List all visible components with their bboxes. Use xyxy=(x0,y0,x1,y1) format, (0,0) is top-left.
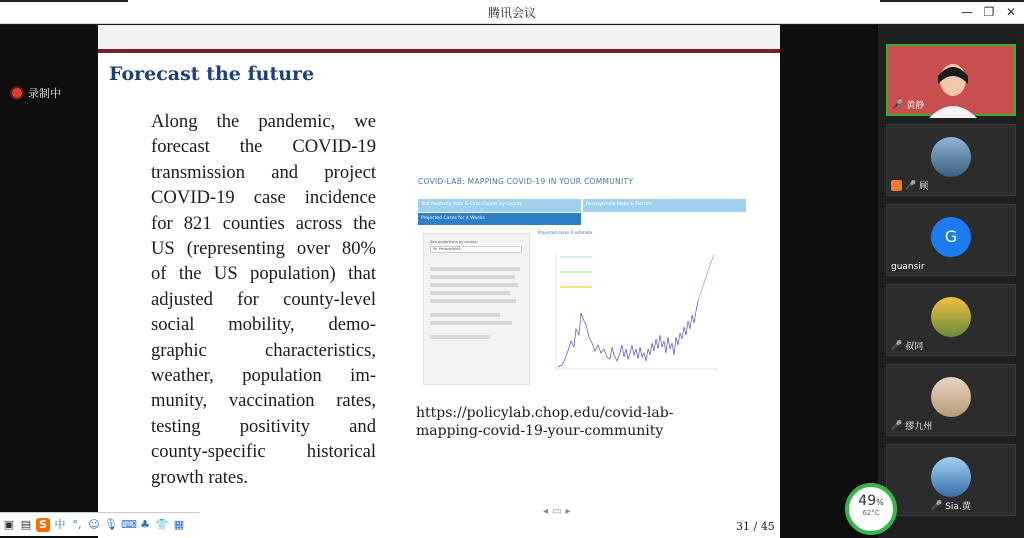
skin-icon[interactable]: 👕 xyxy=(155,517,169,531)
avatar xyxy=(931,457,971,497)
participant-name: guansir xyxy=(891,262,925,272)
slide-nav-controls[interactable] xyxy=(543,506,575,517)
emoji-icon[interactable]: ☺ xyxy=(88,517,100,531)
host-icon xyxy=(891,180,902,191)
link-line: https://policylab.chop.edu/covid-lab- xyxy=(416,405,674,421)
body-line: adjusted for county-level xyxy=(151,288,376,310)
body-line: Along the pandemic, we xyxy=(151,111,376,132)
sogou-icon[interactable]: S xyxy=(36,518,50,532)
projection-line xyxy=(698,255,714,301)
cases-series-line xyxy=(558,301,698,367)
participant-tile[interactable] xyxy=(886,204,1016,276)
restore-icon[interactable]: ❐ xyxy=(983,5,995,19)
cases-chart-svg xyxy=(538,241,758,381)
body-line: of the US population) that xyxy=(151,263,376,285)
county-label: See projections by county: xyxy=(430,240,478,244)
body-line: social mobility, demo- xyxy=(151,314,376,336)
body-line: county-specific historical xyxy=(151,441,376,463)
toolbox-icon[interactable]: ♣ xyxy=(140,517,150,531)
participant-video xyxy=(923,54,983,118)
text-placeholder xyxy=(430,267,520,271)
participant-tile[interactable] xyxy=(886,44,1016,116)
text-placeholder xyxy=(430,291,510,295)
link-line: mapping-covid-19-your-community xyxy=(416,423,664,439)
cpu-percent: 49% xyxy=(858,493,884,509)
text-placeholder xyxy=(430,313,500,317)
avatar xyxy=(931,377,971,417)
titlebar-edge xyxy=(0,0,128,2)
text-placeholder xyxy=(430,321,512,325)
participant-tile[interactable] xyxy=(886,124,1016,196)
ime-toolbar xyxy=(0,512,200,536)
body-line: forecast the COVID-19 xyxy=(151,136,376,158)
embedded-title: COVID-LAB: MAPPING COVID-19 IN YOUR COMMUNITY xyxy=(418,177,634,186)
mic-muted-icon: 🎤 xyxy=(891,340,903,351)
participant-gallery xyxy=(878,25,1024,538)
punctuation-icon[interactable]: °, xyxy=(72,517,82,531)
slide-page-number: 31 / 45 xyxy=(736,520,775,533)
embedded-tab: Test Positivity Rate & Case Counts by County xyxy=(418,199,581,212)
avatar: G xyxy=(931,217,971,257)
embedded-tab-active: Projected Cases for 4 Weeks xyxy=(418,213,581,225)
cpu-gauge[interactable] xyxy=(845,483,897,535)
slide-heading: Forecast the future xyxy=(109,63,315,85)
participant-name: 🎤 黄静 xyxy=(892,99,925,111)
window-titlebar xyxy=(0,0,1024,24)
participant-tile[interactable] xyxy=(886,364,1016,436)
body-line: graphic characteristics, xyxy=(151,339,376,361)
body-line: munity, vaccination rates, xyxy=(151,390,376,412)
body-line: weather, population im- xyxy=(151,365,376,387)
cases-chart xyxy=(538,241,758,385)
recording-indicator[interactable] xyxy=(12,85,61,101)
slide-body-text xyxy=(151,109,376,490)
annotation-box xyxy=(560,256,592,258)
window-title: 腾讯会议 xyxy=(487,6,536,20)
close-icon[interactable]: ✕ xyxy=(1005,5,1017,19)
menu-grid-icon[interactable]: ▦ xyxy=(173,517,185,531)
cpu-temp: 62°C xyxy=(862,509,880,517)
participant-tile[interactable] xyxy=(886,444,1016,516)
slide-header-band xyxy=(98,25,780,49)
body-line: growth rates. xyxy=(151,466,249,488)
record-icon xyxy=(12,88,22,98)
nav-next-icon[interactable]: ▸ xyxy=(565,506,575,517)
embedded-website-screenshot xyxy=(418,175,758,385)
nav-prev-icon[interactable]: ◂ xyxy=(543,506,553,517)
minimize-icon[interactable]: — xyxy=(961,5,973,19)
mic-icon: 🎤 xyxy=(892,99,904,110)
avatar xyxy=(931,297,971,337)
text-placeholder xyxy=(430,299,516,303)
chart-tabs: Projected cases R estimate xyxy=(538,230,593,235)
participant-tile[interactable] xyxy=(886,284,1016,356)
titlebar-edge xyxy=(880,0,1024,2)
embedded-tabs xyxy=(418,199,746,212)
embedded-tab: Pennsylvania Maps & Metrics xyxy=(583,199,746,212)
keyboard-icon[interactable]: ⌨ xyxy=(121,517,137,531)
body-line: testing positivity and xyxy=(151,415,376,437)
slide-header-rule xyxy=(98,49,780,53)
participant-name: 🎤 缪九州 xyxy=(891,420,933,432)
participant-name: 🎤 Sia.黄 xyxy=(931,500,971,512)
annotation-box xyxy=(560,286,592,288)
annotation-box xyxy=(560,271,592,273)
mic-muted-icon: 🎤 xyxy=(891,420,903,431)
embedded-side-panel xyxy=(423,233,530,385)
participant-name: 🎤 叔同 xyxy=(891,340,924,352)
county-select: PA-Philadelphia xyxy=(430,246,522,253)
mic-muted-icon: 🎤 xyxy=(931,500,943,511)
text-placeholder xyxy=(430,275,515,279)
body-line: US (representing over 80% xyxy=(151,238,376,260)
voice-icon[interactable]: 🎙 xyxy=(104,517,118,531)
source-link[interactable] xyxy=(416,404,673,440)
screen-icon[interactable]: ▣ xyxy=(3,517,15,531)
presentation-slide xyxy=(98,25,780,538)
app-icon[interactable]: ▤ xyxy=(20,517,32,531)
body-line: COVID-19 case incidence xyxy=(151,187,376,209)
text-placeholder xyxy=(430,335,490,339)
frame-icon[interactable]: ▭ xyxy=(552,506,566,517)
avatar xyxy=(931,137,971,177)
recording-label: 录制中 xyxy=(28,87,61,100)
body-line: for 821 counties across the xyxy=(151,212,376,234)
mic-muted-icon: 🎤 xyxy=(905,180,917,191)
body-line: transmission and project xyxy=(151,161,376,183)
chinese-mode-icon[interactable]: 中 xyxy=(54,517,66,531)
participant-name: 🎤 顾 xyxy=(891,179,928,192)
text-placeholder xyxy=(430,283,518,287)
